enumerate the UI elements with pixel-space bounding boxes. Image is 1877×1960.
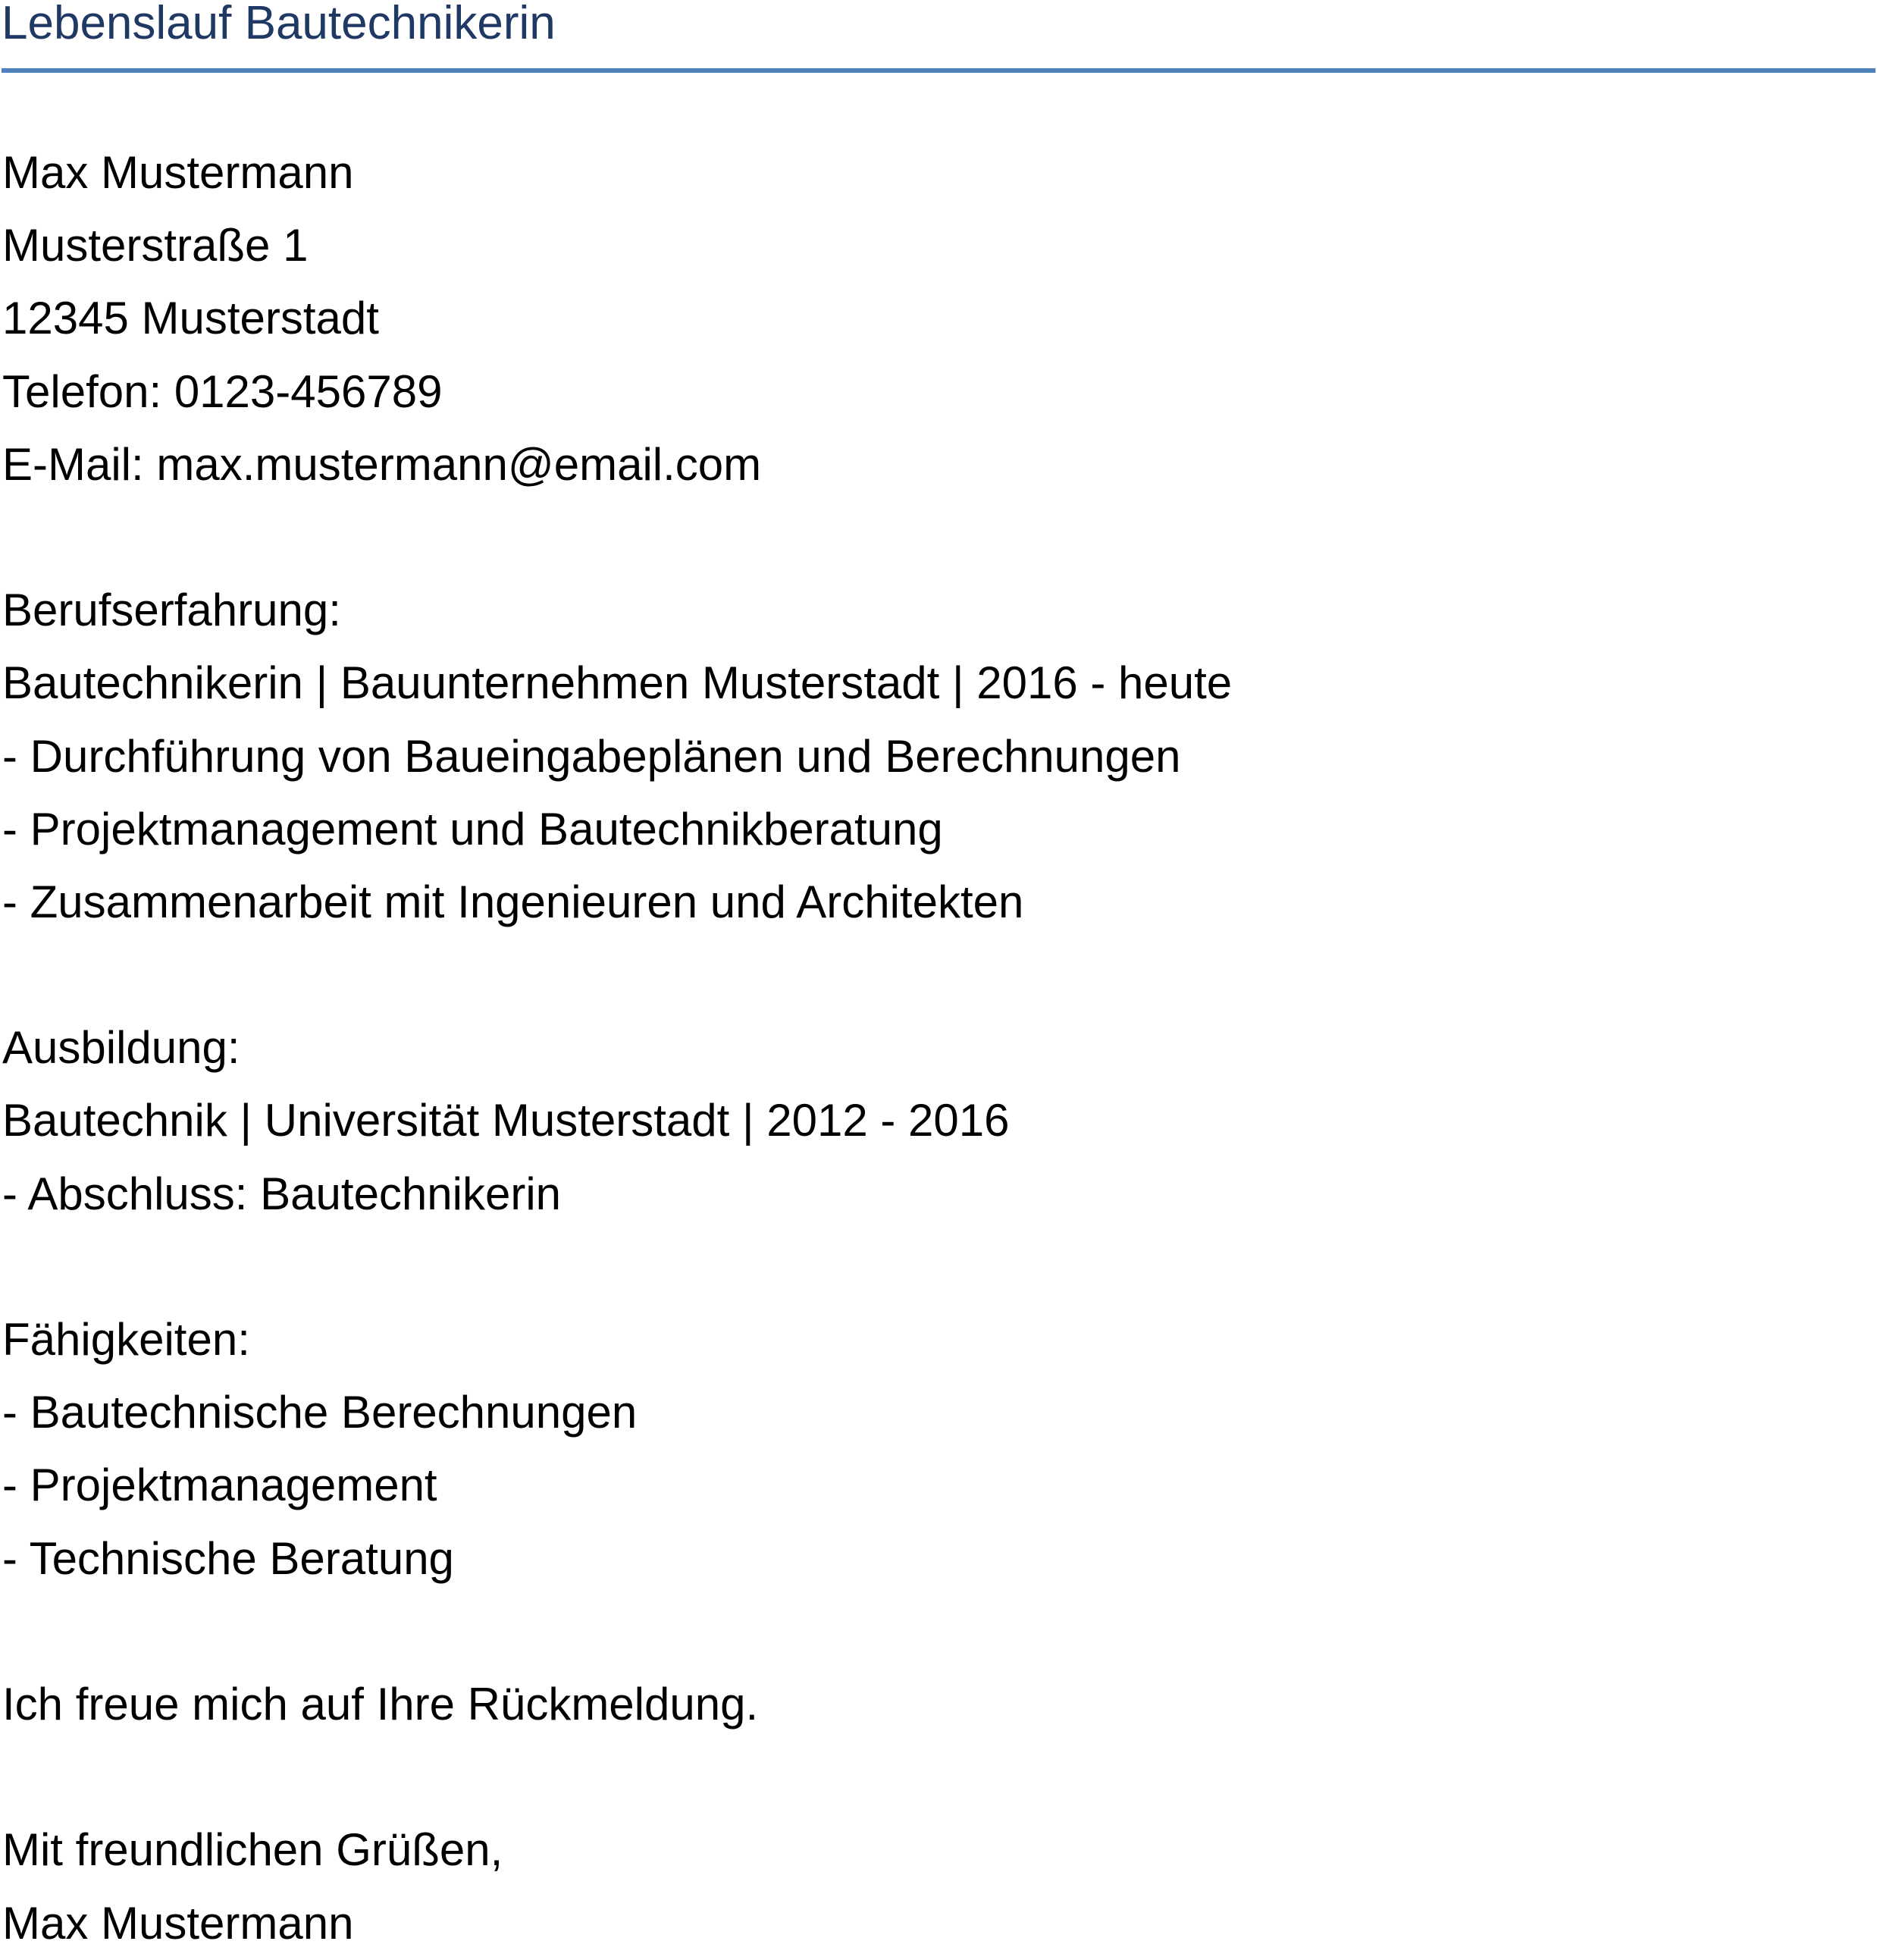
section-heading-skills: Fähigkeiten: [2, 1314, 250, 1365]
sender-city: 12345 Musterstadt [2, 293, 379, 344]
document-body [2, 136, 1232, 1960]
sender-phone: Telefon: 0123-456789 [2, 365, 443, 417]
experience-bullet: - Zusammenarbeit mit Ingenieuren und Architekten [2, 876, 1024, 927]
skill-bullet: - Projektmanagement [2, 1460, 437, 1511]
experience-bullet: - Durchführung von Baueingabeplänen und Berechnungen [2, 730, 1181, 782]
section-heading-education: Ausbildung: [2, 1022, 240, 1074]
closing-remark: Ich freue mich auf Ihre Rückmeldung. [2, 1678, 759, 1730]
skill-bullet: - Technische Beratung [2, 1532, 454, 1584]
blank-line [2, 1231, 1232, 1303]
blank-line [2, 1595, 1232, 1668]
experience-entry: Bautechnikerin | Bauunternehmen Musterstadt | 2016 - heute [2, 657, 1233, 709]
blank-line [2, 501, 1232, 574]
experience-bullet: - Projektmanagement und Bautechnikberatung [2, 803, 943, 855]
blank-line [2, 939, 1232, 1011]
blank-line [2, 1741, 1232, 1814]
document-title: Lebenslauf Bautechnikerin [2, 0, 556, 49]
sender-street: Musterstraße 1 [2, 220, 309, 271]
salutation: Mit freundlichen Grüßen, [2, 1824, 503, 1876]
education-bullet: - Abschluss: Bautechnikerin [2, 1168, 562, 1219]
sender-name: Max Mustermann [2, 147, 354, 198]
section-heading-experience: Berufserfahrung: [2, 585, 341, 636]
skill-bullet: - Bautechnische Berechnungen [2, 1387, 638, 1438]
signature-name: Max Mustermann [2, 1897, 354, 1949]
sender-email: E-Mail: max.mustermann@email.com [2, 438, 762, 490]
title-underline-rule [2, 68, 1875, 73]
education-entry: Bautechnik | Universität Musterstadt | 2012 - 2016 [2, 1095, 1010, 1146]
